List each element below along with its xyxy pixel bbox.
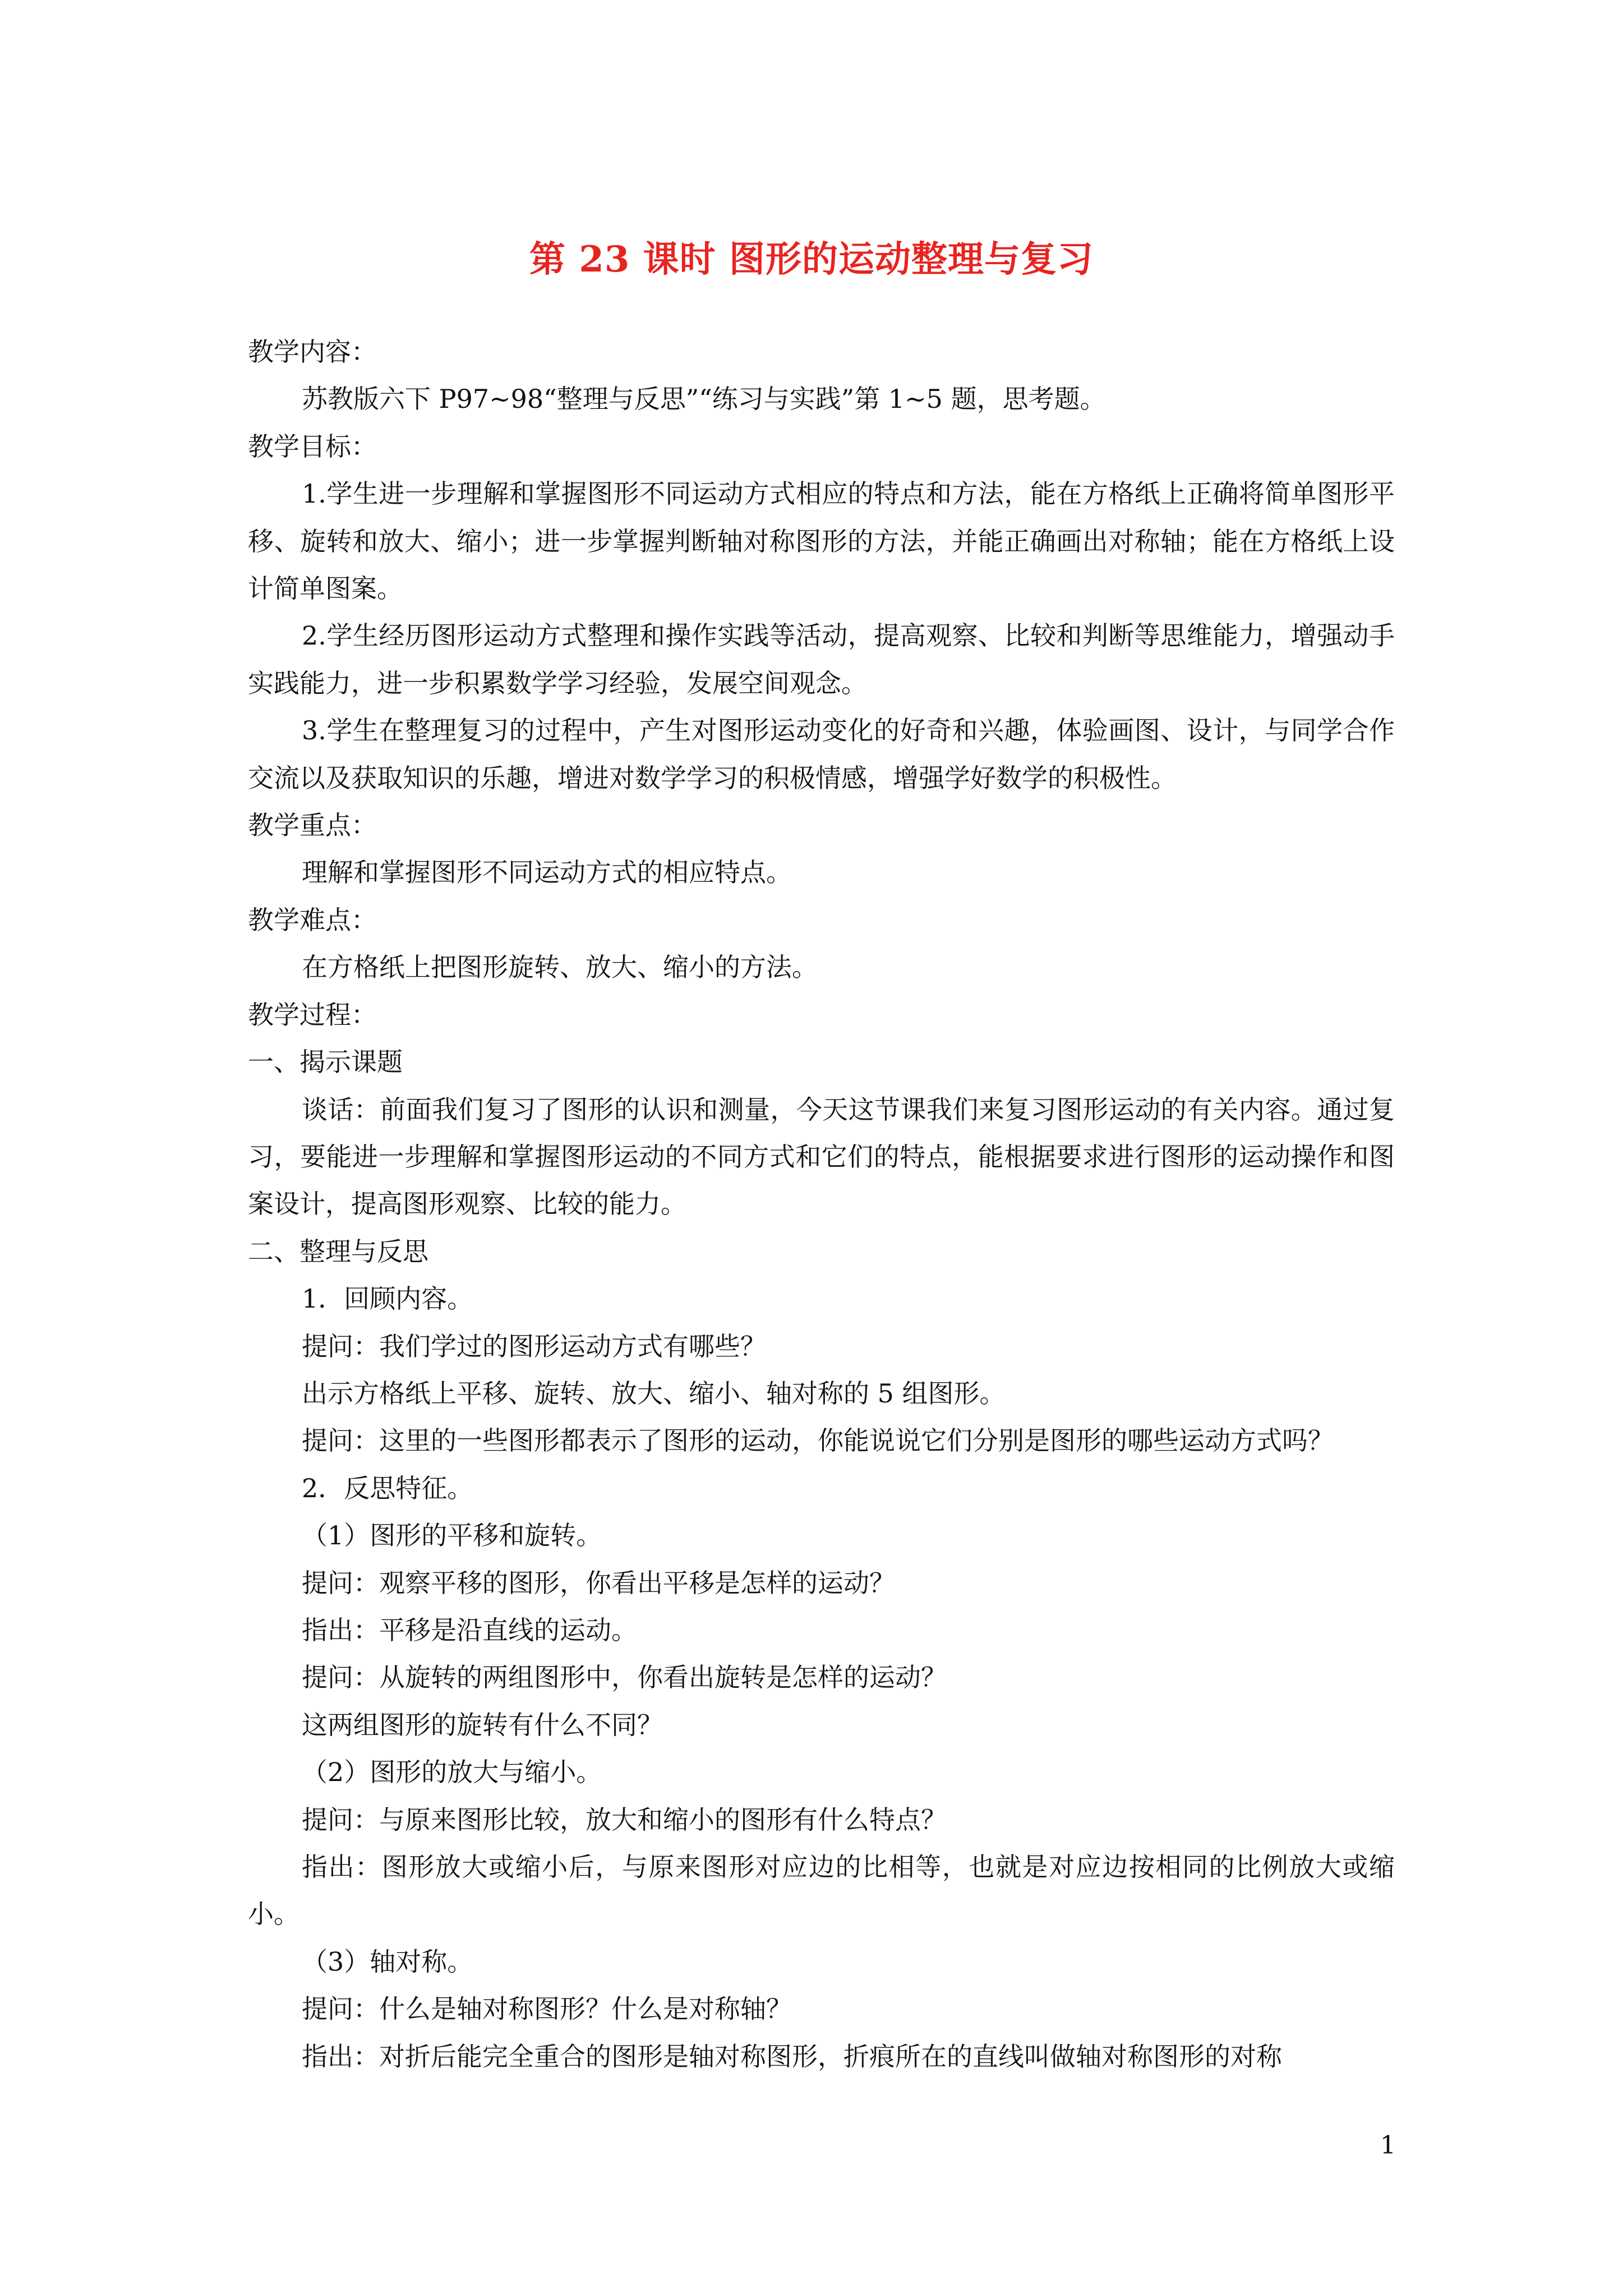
paragraph: 2.学生经历图形运动方式整理和操作实践等活动，提高观察、比较和判断等思维能力，增强动手实践能力，进一步积累数学学习经验，发展空间观念。 bbox=[248, 620, 1395, 698]
paragraph: 提问：什么是轴对称图形？什么是对称轴？ bbox=[302, 1994, 792, 2024]
paragraph: 苏教版六下 P97~98“整理与反思”“练习与实践”第 1~5 题，思考题。 bbox=[302, 384, 1106, 415]
paragraph: 提问：观察平移的图形，你看出平移是怎样的运动？ bbox=[302, 1567, 895, 1598]
paragraph: 二、整理与反思 bbox=[248, 1236, 428, 1267]
page-title: 第 23 课时 图形的运动整理与复习 bbox=[529, 238, 1094, 280]
paragraph: 提问：从旋转的两组图形中，你看出旋转是怎样的运动？ bbox=[302, 1662, 947, 1693]
document-body bbox=[248, 328, 1395, 2080]
paragraph: 在方格纸上把图形旋转、放大、缩小的方法。 bbox=[302, 952, 818, 983]
paragraph: 一、揭示课题 bbox=[248, 1047, 403, 1078]
paragraph: 出示方格纸上平移、旋转、放大、缩小、轴对称的 5 组图形。 bbox=[302, 1378, 1006, 1409]
paragraph: （1）图形的平移和旋转。 bbox=[302, 1520, 602, 1551]
paragraph: 教学目标： bbox=[248, 431, 377, 462]
paragraph: 教学重点： bbox=[248, 810, 377, 841]
paragraph: （2）图形的放大与缩小。 bbox=[302, 1757, 602, 1788]
paragraph: 指出：对折后能完全重合的图形是轴对称图形，折痕所在的直线叫做轴对称图形的对称 bbox=[302, 2041, 1282, 2072]
paragraph: 3.学生在整理复习的过程中，产生对图形运动变化的好奇和兴趣，体验画图、设计，与同学合作交流以及获取知识的乐趣，增进对数学学习的积极情感，增强学好数学的积极性。 bbox=[248, 715, 1395, 793]
paragraph: 教学过程： bbox=[248, 999, 377, 1030]
paragraph: 这两组图形的旋转有什么不同？ bbox=[302, 1709, 663, 1740]
paragraph: 提问：与原来图形比较，放大和缩小的图形有什么特点？ bbox=[302, 1804, 947, 1835]
paragraph: 1．回顾内容。 bbox=[302, 1283, 473, 1314]
paragraph: 指出：平移是沿直线的运动。 bbox=[302, 1614, 637, 1645]
paragraph: 提问：我们学过的图形运动方式有哪些？ bbox=[302, 1331, 766, 1361]
paragraph: 理解和掌握图形不同运动方式的相应特点。 bbox=[302, 857, 792, 888]
paragraph: 2．反思特征。 bbox=[302, 1473, 473, 1503]
paragraph: 谈话：前面我们复习了图形的认识和测量，今天这节课我们来复习图形运动的有关内容。通过复习，要能进一步理解和掌握图形运动的不同方式和它们的特点，能根据要求进行图形的运动操作和图案设计，提高图形观察、比较的能力。 bbox=[248, 1094, 1395, 1220]
paragraph: 指出：图形放大或缩小后，与原来图形对应边的比相等，也就是对应边按相同的比例放大或缩小。 bbox=[248, 1852, 1395, 1930]
paragraph: （3）轴对称。 bbox=[302, 1946, 473, 1977]
paragraph: 教学难点： bbox=[248, 904, 377, 935]
paragraph: 提问：这里的一些图形都表示了图形的运动，你能说说它们分别是图形的哪些运动方式吗？ bbox=[302, 1425, 1334, 1456]
paragraph: 教学内容： bbox=[248, 337, 377, 367]
page-number: 1 bbox=[1380, 2131, 1396, 2160]
paragraph: 1.学生进一步理解和掌握图形不同运动方式相应的特点和方法，能在方格纸上正确将简单图形平移、旋转和放大、缩小；进一步掌握判断轴对称图形的方法，并能正确画出对称轴；能在方格纸上设计简单图案。 bbox=[248, 478, 1395, 604]
